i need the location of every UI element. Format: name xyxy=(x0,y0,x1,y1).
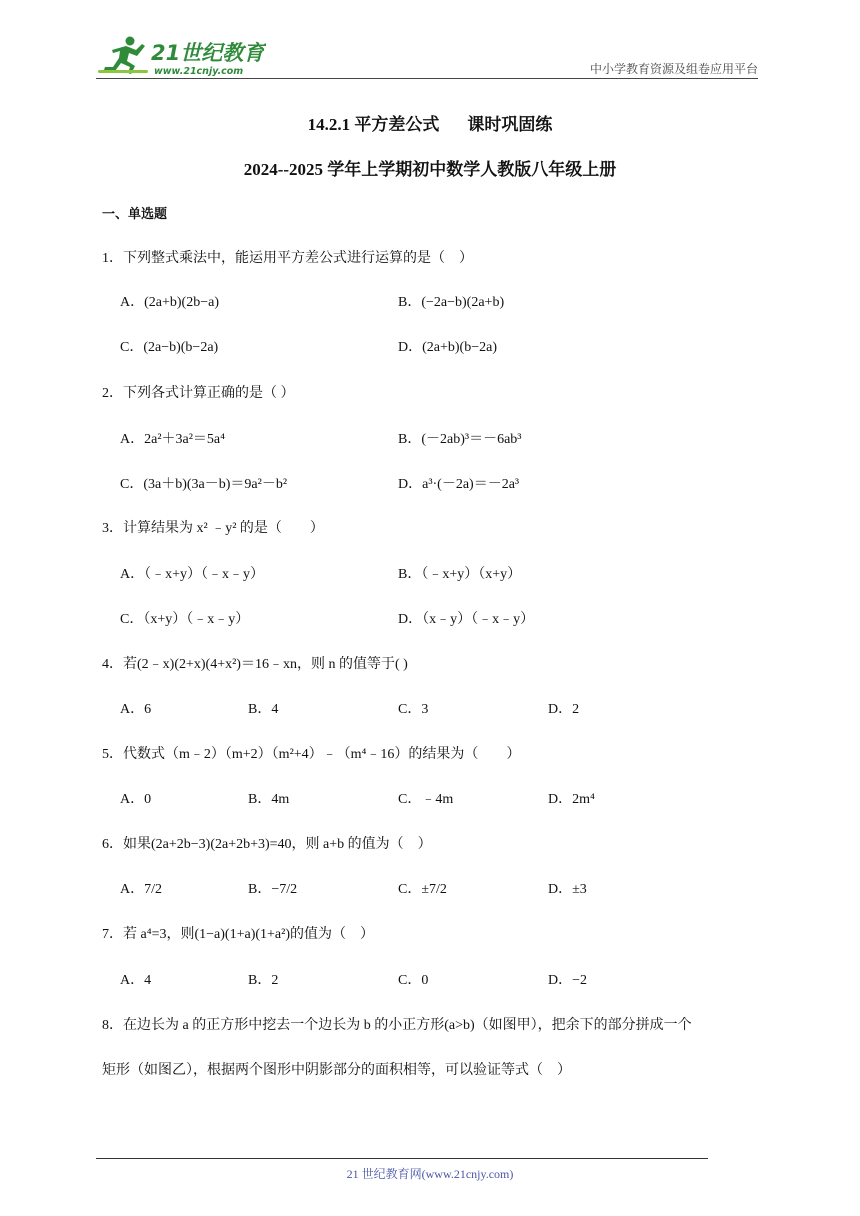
question-6-stem: 6．如果(2a+2b−3)(2a+2b+3)=40，则 a+b 的值为（ ） xyxy=(102,837,432,852)
question-2-option-a: A．2a²＋3a²＝5a⁴ xyxy=(120,432,226,447)
question-6-option-a: A．7/2 xyxy=(120,882,162,897)
question-8-stem-line2: 矩形（如图乙），根据两个图形中阴影部分的面积相等，可以验证等式（ ） xyxy=(102,1063,571,1078)
question-5-stem: 5．代数式（m﹣2）（m+2）（m²+4）﹣（m⁴﹣16）的结果为（ ） xyxy=(102,747,521,762)
question-3-option-b: B．（﹣x+y）（x+y） xyxy=(398,567,522,582)
title-topic: 14.2.1 平方差公式 xyxy=(307,115,440,134)
question-3-option-d: D．（x﹣y）（﹣x﹣y） xyxy=(398,612,535,627)
question-2-stem: 2．下列各式计算正确的是（ ） xyxy=(102,386,295,401)
question-1-option-b: B．(−2a−b)(2a+b) xyxy=(398,295,505,310)
question-7-option-c: C．0 xyxy=(398,973,429,988)
question-5-option-d: D．2m⁴ xyxy=(548,792,595,807)
section-heading: 一、单选题 xyxy=(102,207,168,222)
question-6-option-c: C．±7/2 xyxy=(398,882,447,897)
logo xyxy=(96,34,266,78)
question-1-option-a: A．(2a+b)(2b−a) xyxy=(120,295,219,310)
question-7-stem: 7．若 a⁴=3，则(1−a)(1+a)(1+a²)的值为（ ） xyxy=(102,927,374,942)
title-subtitle: 课时巩固练 xyxy=(467,115,553,134)
footer-link[interactable]: 21 世纪教育网(www.21cnjy.com) xyxy=(346,1167,514,1181)
question-4-option-a: A．6 xyxy=(120,702,152,717)
logo-text: 21世纪教育 xyxy=(151,41,265,65)
footer-divider xyxy=(96,1158,708,1159)
header-tagline: 中小学教育资源及组卷应用平台 xyxy=(589,62,758,76)
question-6-option-b: B．−7/2 xyxy=(248,882,298,897)
question-8-stem-line1: 8．在边长为 a 的正方形中挖去一个边长为 b 的小正方形(a>b)（如图甲），把余下的部分拼成一个 xyxy=(102,1018,692,1033)
question-3-stem: 3．计算结果为 x² ﹣y² 的是（ ） xyxy=(102,521,324,536)
question-4-option-c: C．3 xyxy=(398,702,429,717)
question-7-option-a: A．4 xyxy=(120,973,152,988)
question-5-option-a: A．0 xyxy=(120,792,152,807)
question-7-option-d: D．−2 xyxy=(548,973,588,988)
page-title-line1 xyxy=(0,110,860,135)
question-3-option-c: C．（x+y）（﹣x﹣y） xyxy=(120,612,250,627)
question-7-option-b: B．2 xyxy=(248,973,279,988)
question-5-option-b: B．4m xyxy=(248,792,290,807)
header-divider xyxy=(96,78,758,79)
question-4-option-b: B．4 xyxy=(248,702,279,717)
question-1-option-d: D．(2a+b)(b−2a) xyxy=(398,340,497,355)
question-2-option-c: C．(3a＋b)(3a－b)＝9a²－b² xyxy=(120,477,288,492)
question-2-option-b: B．(－2ab)³＝－6ab³ xyxy=(398,432,522,447)
page-title-line2: 2024--2025 学年上学期初中数学人教版八年级上册 xyxy=(243,160,617,179)
question-1-option-c: C．(2a−b)(b−2a) xyxy=(120,340,219,355)
question-4-option-d: D．2 xyxy=(548,702,580,717)
question-1-stem: 1．下列整式乘法中，能运用平方差公式进行运算的是（ ） xyxy=(102,251,473,266)
question-4-stem: 4．若(2﹣x)(2+x)(4+x²)＝16﹣xn，则 n 的值等于( ) xyxy=(102,657,408,672)
question-6-option-d: D．±3 xyxy=(548,882,587,897)
question-2-option-d: D．a³·(－2a)＝－2a³ xyxy=(398,477,520,492)
runner-icon xyxy=(98,37,148,75)
question-3-option-a: A．（﹣x+y）（﹣x﹣y） xyxy=(120,567,265,582)
logo-url: www.21cnjy.com xyxy=(154,66,244,77)
question-5-option-c: C．﹣4m xyxy=(398,792,454,807)
